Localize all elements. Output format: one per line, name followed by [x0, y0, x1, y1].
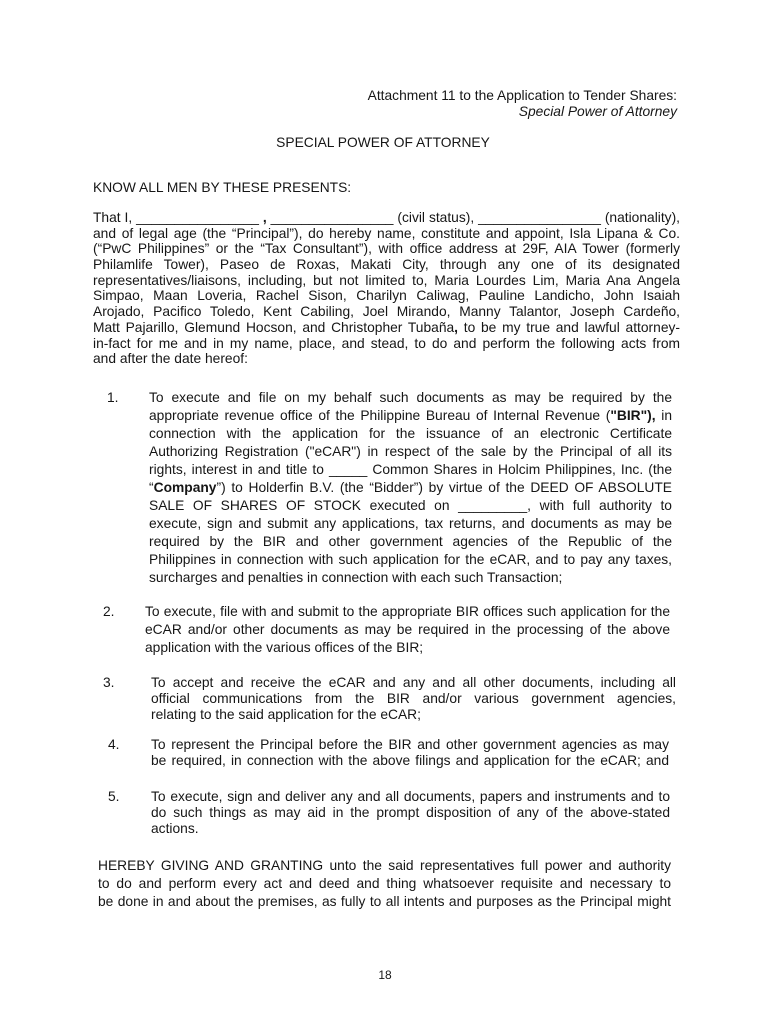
- line-text: [98, 876, 671, 891]
- text-line: [93, 226, 680, 242]
- line-text: [93, 351, 248, 366]
- line-text: [151, 737, 669, 752]
- text-line: [145, 639, 670, 657]
- bold-text: Company: [153, 480, 217, 495]
- text-line: [145, 603, 670, 621]
- text-run: To accept and receive the eCAR and any and all other documents, including all: [151, 675, 676, 690]
- text-run: required by the BIR and other government agencies of the Republic of the: [149, 534, 672, 549]
- text-run: ________________ (civil status), ________________ (nationality),: [266, 210, 680, 225]
- salutation: KNOW ALL MEN BY THESE PRESENTS:: [93, 180, 352, 195]
- text-run: (“PwC Philippines” or the “Tax Consultant”), with office address at 29F, AIA Tower (formerly: [93, 241, 680, 257]
- line-text: [98, 894, 671, 909]
- bold-text: ,: [454, 319, 459, 335]
- line-text: [151, 707, 421, 722]
- text-run: actions.: [151, 821, 199, 836]
- text-line: [93, 273, 680, 289]
- bold-text: "BIR"),: [610, 408, 656, 423]
- line-text: [149, 552, 672, 567]
- text-run: Arojado, Pacifico Toledo, Kent Cabiling, Joel Mirando, Manny Talantor, Joseph Cardeño,: [93, 304, 680, 320]
- text-line: [151, 691, 676, 707]
- text-line: [149, 425, 672, 443]
- line-text: [93, 257, 680, 272]
- text-run: and of legal age (the “Principal”), do hereby name, constitute and appoint, Isla Lipana & Co.: [93, 225, 680, 241]
- attachment-subtitle: Special Power of Attorney: [518, 103, 677, 119]
- text-run: rights, interest in and title to _____ Common Shares in Holcim Philippines, Inc. (the: [149, 462, 672, 477]
- text-line: [151, 737, 669, 753]
- line-text: [93, 273, 680, 288]
- text-line: [151, 753, 669, 769]
- line-text: [149, 408, 672, 423]
- line-text: [151, 821, 199, 836]
- text-run: in: [655, 408, 672, 423]
- text-line: [149, 461, 672, 479]
- item-number: 5.: [108, 789, 120, 804]
- line-text: [93, 210, 680, 225]
- text-line: [151, 789, 670, 805]
- line-text: [145, 604, 670, 619]
- text-line: [151, 707, 676, 723]
- text-line: [93, 210, 680, 226]
- item-number: 1.: [107, 390, 119, 405]
- text-line: [93, 304, 680, 320]
- line-text: [151, 789, 670, 804]
- text-line: [149, 515, 672, 533]
- text-run: representatives/liaisons, including, but not limited to, Maria Lourdes Lim, Maria Ana Angela: [93, 272, 680, 288]
- line-text: [149, 444, 672, 459]
- text-run: connection with the application for the issuance of an electronic Certificate: [149, 426, 672, 441]
- line-text: [149, 516, 672, 531]
- text-run: in-fact for me and in my name, place, and stead, to do and perform the following acts from: [93, 335, 680, 351]
- text-line: [93, 351, 680, 367]
- bold-text: ,: [262, 210, 267, 225]
- text-line: [98, 875, 671, 893]
- intro-paragraph: [93, 210, 680, 367]
- line-text: [149, 498, 672, 513]
- text-line: [98, 893, 671, 911]
- text-line: [151, 675, 676, 691]
- text-line: [151, 821, 670, 837]
- text-run: and after the date hereof:: [93, 351, 248, 367]
- text-run: be required, in connection with the above filings and application for the eCAR; and: [151, 753, 669, 768]
- text-run: SALE OF SHARES OF STOCK executed on _________, with full authority to: [149, 498, 672, 513]
- line-text: [145, 640, 423, 655]
- item-number: 2.: [103, 604, 115, 619]
- text-line: [151, 805, 670, 821]
- text-run: to do and perform every act and deed and thing whatsoever requisite and necessary to: [98, 876, 671, 891]
- item-number: 3.: [103, 675, 115, 690]
- text-run: Matt Pajarillo, Glemund Hocson, and Christopher Tubaña: [93, 319, 455, 335]
- text-line: [149, 533, 672, 551]
- text-run: execute, sign and submit any applications, tax returns, and documents as may be: [149, 516, 672, 531]
- text-run: to be my true and lawful attorney-: [458, 319, 680, 335]
- line-text: [151, 805, 670, 820]
- closing-paragraph: [98, 857, 671, 911]
- text-line: [93, 336, 680, 352]
- text-run: Simpao, Maan Loveria, Rachel Sison, Charilyn Caliwag, Pauline Landicho, John Isaiah: [93, 288, 680, 304]
- text-run: ”) to Holderfin B.V. (the “Bidder”) by virtue of the DEED OF ABSOLUTE: [216, 480, 672, 495]
- line-text: [149, 426, 672, 441]
- line-text: [151, 691, 676, 706]
- text-line: [93, 320, 680, 336]
- text-line: [149, 569, 672, 587]
- item-number: 4.: [108, 737, 120, 752]
- text-run: To execute, sign and deliver any and all documents, papers and instruments and to: [151, 789, 670, 804]
- text-run: official communications from the BIR and/or various government agencies,: [151, 691, 676, 706]
- text-line: [93, 288, 680, 304]
- line-text: [149, 534, 672, 549]
- line-text: [98, 858, 671, 873]
- text-run: To execute, file with and submit to the appropriate BIR offices such application for the: [145, 604, 670, 619]
- document-title: SPECIAL POWER OF ATTORNEY: [276, 135, 490, 150]
- line-text: [149, 480, 672, 495]
- text-line: [149, 479, 672, 497]
- text-run: do such things as may aid in the prompt disposition of any of the above-stated: [151, 805, 670, 820]
- item-text: [149, 389, 672, 587]
- item-text: [151, 737, 669, 769]
- line-text: [93, 226, 680, 241]
- text-line: [93, 257, 680, 273]
- line-text: [93, 241, 680, 256]
- text-run: Authorizing Registration ("eCAR") in respect of the sale by the Principal of all its: [149, 444, 672, 459]
- text-run: application with the various offices of the BIR;: [145, 640, 424, 655]
- text-line: [98, 857, 671, 875]
- item-text: [151, 789, 670, 837]
- item-text: [151, 675, 676, 723]
- item-text: [145, 603, 670, 657]
- text-line: [145, 621, 670, 639]
- line-text: [151, 675, 676, 690]
- text-run: relating to the said application for the eCAR;: [151, 707, 421, 722]
- text-run: surcharges and penalties in connection with each such Transaction;: [149, 570, 563, 585]
- text-run: eCAR and/or other documents as may be required in the processing of the above: [145, 622, 670, 637]
- text-run: appropriate revenue office of the Philippine Bureau of Internal Revenue (: [149, 408, 611, 423]
- text-line: [149, 389, 672, 407]
- text-line: [149, 497, 672, 515]
- text-line: [149, 443, 672, 461]
- line-text: [151, 753, 669, 768]
- text-run: be done in and about the premises, as fully to all intents and purposes as the Principal might: [98, 894, 671, 909]
- text-run: Philamlife Tower), Paseo de Roxas, Makati City, through any one of its designated: [93, 257, 680, 273]
- text-run: “: [149, 480, 154, 495]
- text-line: [149, 551, 672, 569]
- line-text: [93, 336, 680, 351]
- text-run: HEREBY GIVING AND GRANTING unto the said representatives full power and authority: [98, 858, 671, 873]
- line-text: [93, 304, 680, 319]
- text-line: [149, 407, 672, 425]
- text-line: [93, 241, 680, 257]
- line-text: [93, 320, 680, 335]
- line-text: [149, 570, 562, 585]
- line-text: [149, 390, 672, 405]
- line-text: [93, 288, 680, 303]
- attachment-label: Attachment 11 to the Application to Tender Shares:: [367, 88, 677, 103]
- attachment-header: [368, 88, 677, 119]
- line-text: [145, 622, 670, 637]
- text-run: Philippines in connection with such application for the eCAR, and to pay any taxes,: [149, 552, 672, 567]
- page-number: 18: [378, 968, 392, 982]
- text-run: That I, ________________: [93, 210, 263, 225]
- text-run: To execute and file on my behalf such documents as may be required by the: [149, 390, 672, 405]
- text-run: To represent the Principal before the BIR and other government agencies as may: [151, 737, 669, 752]
- line-text: [149, 462, 672, 477]
